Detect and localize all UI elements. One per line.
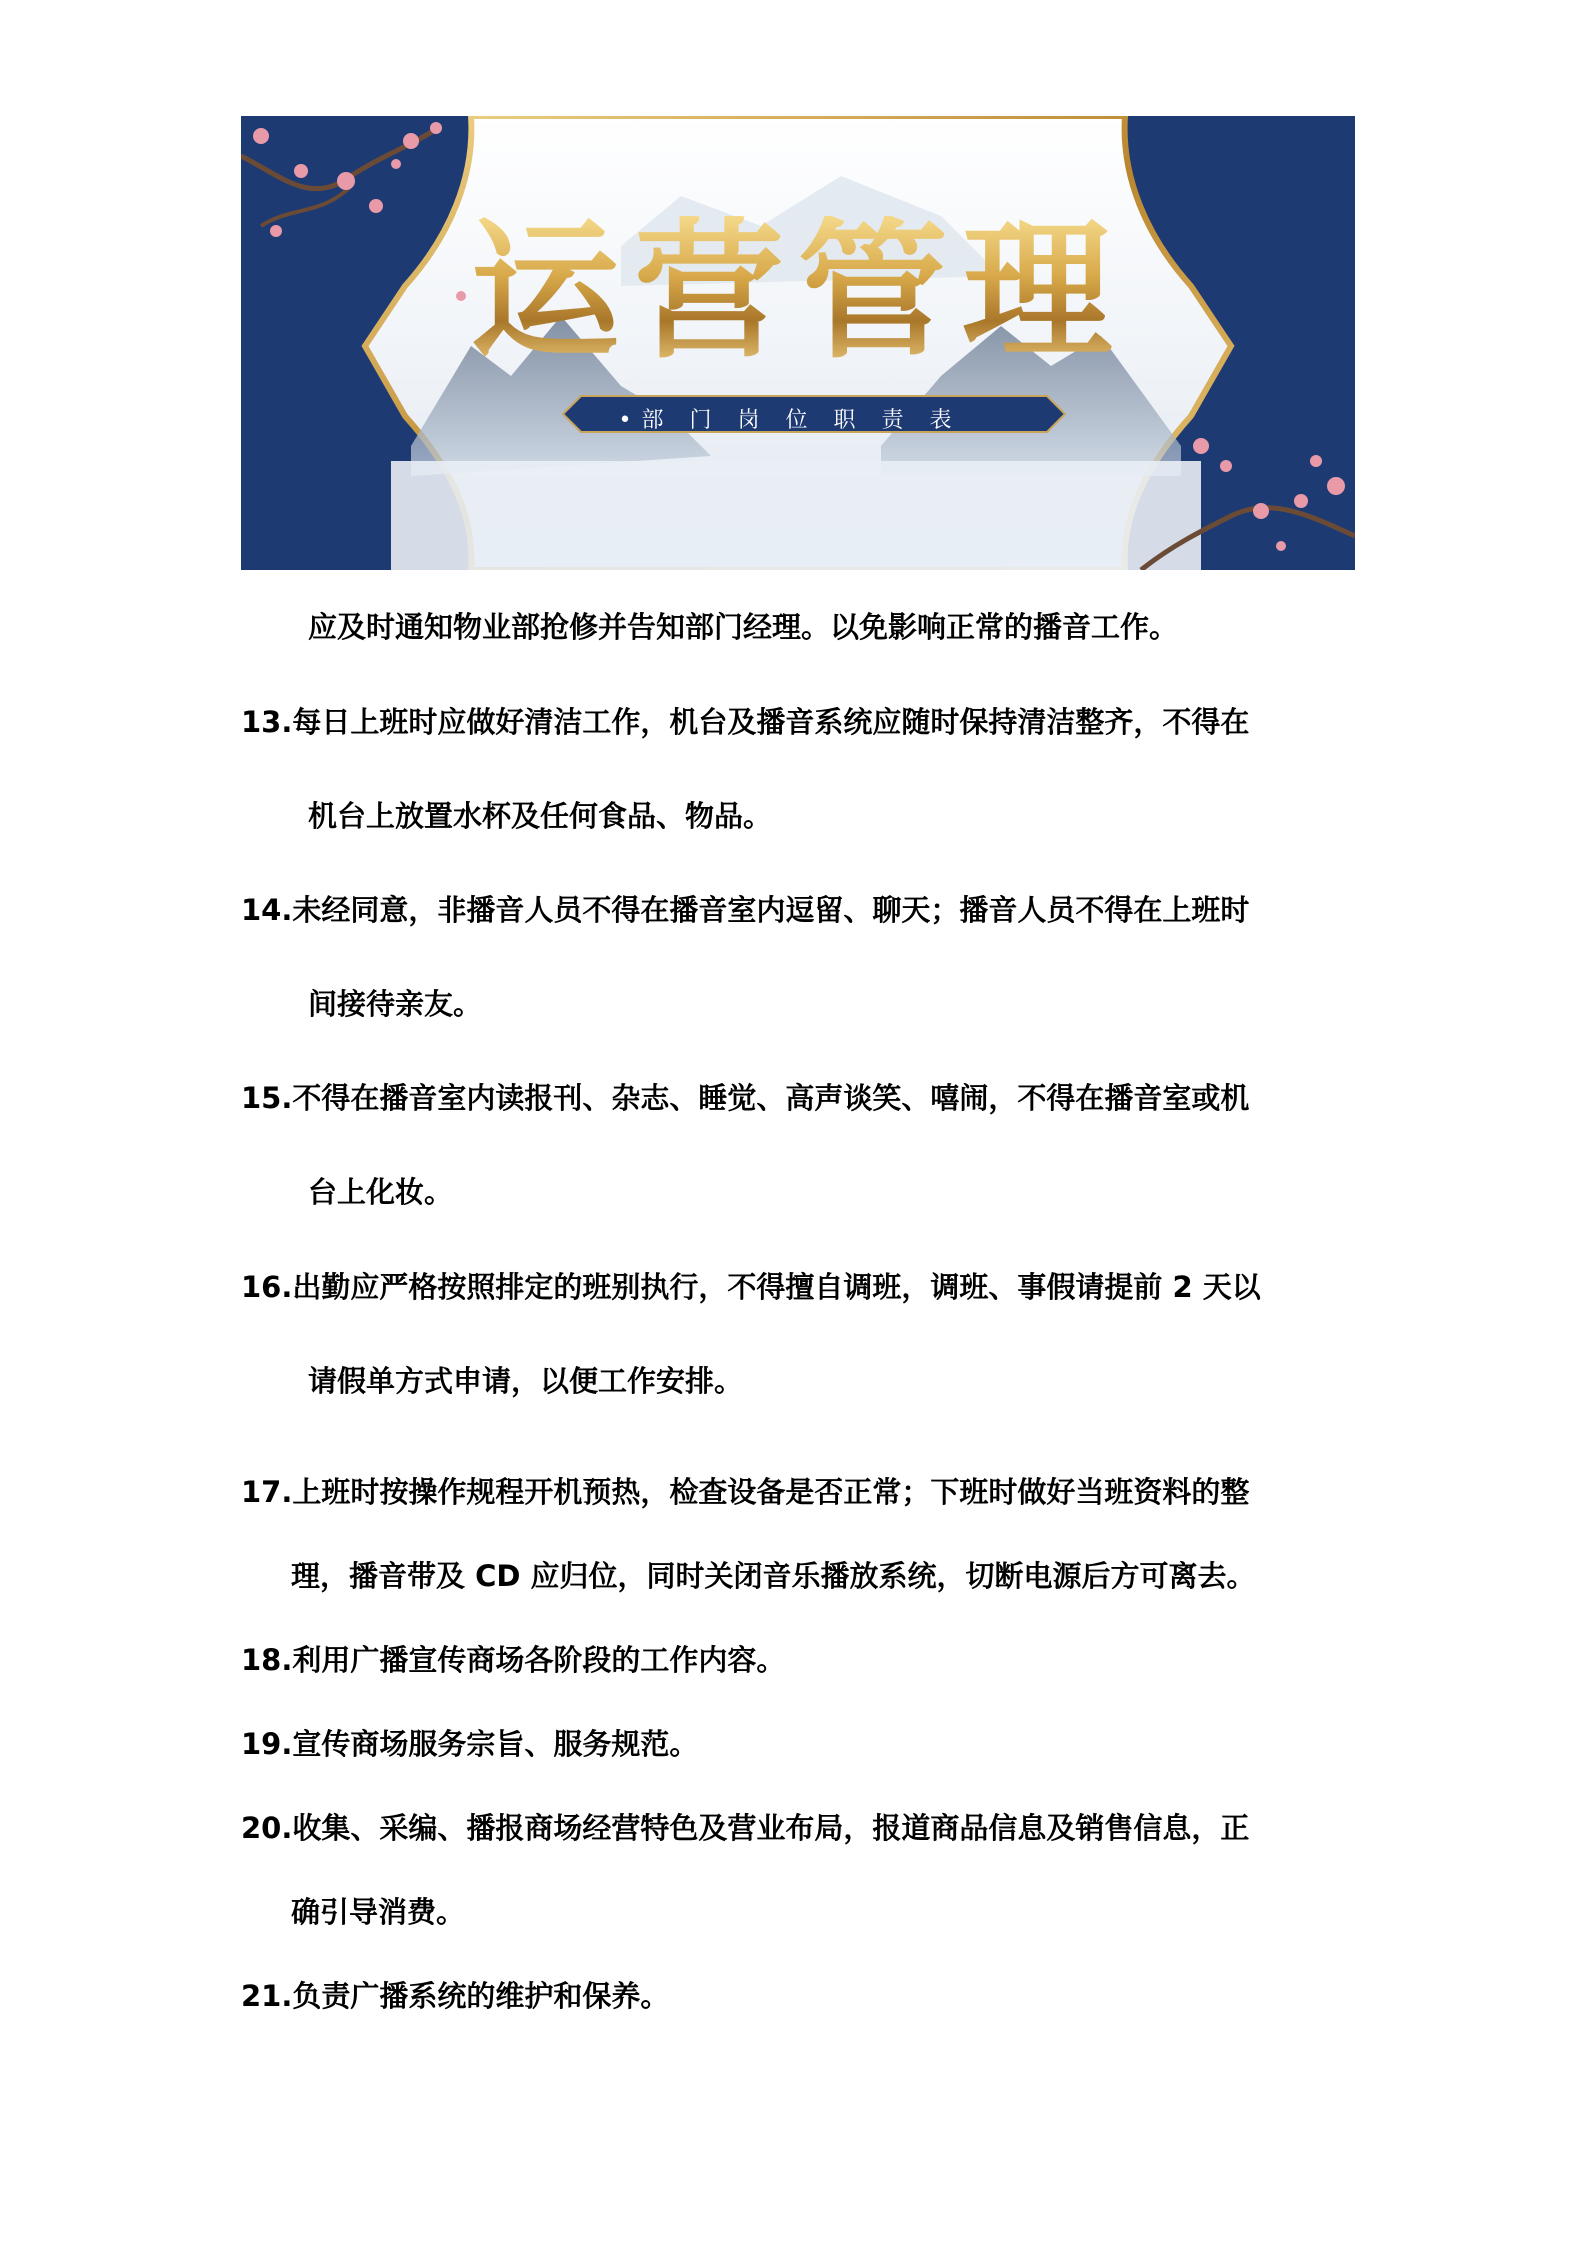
- subtitle-text: 部门岗位职责表: [641, 408, 978, 433]
- text-line: 理，播音带及 CD 应归位，同时关闭音乐播放系统，切断电源后方可离去。: [291, 1559, 1256, 1593]
- text-line: 间接待亲友。: [308, 987, 483, 1021]
- text-line: 13.每日上班时应做好清洁工作，机台及播音系统应随时保持清洁整齐，不得在: [241, 705, 1250, 739]
- banner-subtitle: [241, 410, 1355, 432]
- text-line: 请假单方式申请，以便工作安排。: [308, 1364, 744, 1398]
- text-line: 19.宣传商场服务宗旨、服务规范。: [241, 1727, 699, 1761]
- subtitle-bullet: •: [618, 408, 642, 433]
- text-line: 15.不得在播音室内读报刊、杂志、睡觉、高声谈笑、嘻闹，不得在播音室或机: [241, 1081, 1250, 1115]
- text-line: 16.出勤应严格按照排定的班别执行，不得擅自调班，调班、事假请提前 2 天以: [241, 1270, 1261, 1304]
- mist-water: [391, 461, 1201, 570]
- text-line: 确引导消费。: [291, 1895, 466, 1929]
- text-line: 18.利用广播宣传商场各阶段的工作内容。: [241, 1643, 786, 1677]
- text-line: 应及时通知物业部抢修并告知部门经理。以免影响正常的播音工作。: [308, 610, 1179, 644]
- banner-title: 运营管理: [241, 216, 1355, 366]
- text-line: 14.未经同意，非播音人员不得在播音室内逗留、聊天；播音人员不得在上班时: [241, 893, 1250, 927]
- text-line: 机台上放置水杯及任何食品、物品。: [308, 799, 773, 833]
- text-line: 台上化妆。: [308, 1175, 454, 1209]
- text-line: 21.负责广播系统的维护和保养。: [241, 1979, 670, 2013]
- text-line: 20.收集、采编、播报商场经营特色及营业布局，报道商品信息及销售信息，正: [241, 1811, 1250, 1845]
- header-banner: [241, 116, 1355, 570]
- text-line: 17.上班时按操作规程开机预热，检查设备是否正常；下班时做好当班资料的整: [241, 1475, 1250, 1509]
